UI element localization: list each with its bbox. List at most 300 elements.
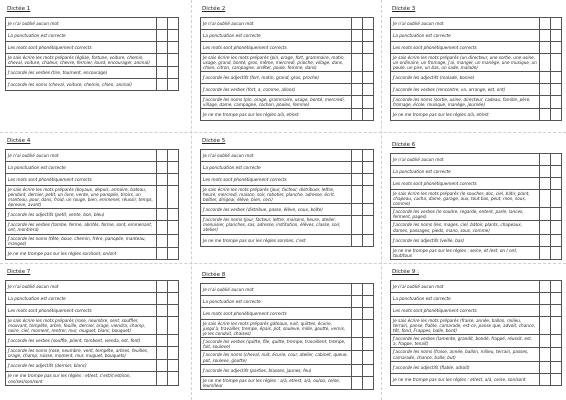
criterion-text: Je sais écrire les mots préparés (le soucher, doc, ciel, bâtir, plant, chapeau, cacha, dame, garage, aux, tout bas, peut, mon, sous, comme): [391, 190, 540, 208]
checklist-table: [200, 17, 374, 121]
separator: [381, 0, 382, 400]
checklist-row: [6, 67, 179, 79]
dictee-title: Dictée 3: [392, 6, 416, 12]
check-cell[interactable]: [352, 296, 363, 308]
check-cell[interactable]: [352, 109, 363, 121]
check-cell[interactable]: [551, 42, 562, 54]
check-cell[interactable]: [157, 247, 168, 259]
check-cell[interactable]: [168, 174, 179, 186]
criterion-text: J'accorde les adjectifs (dernier, blanc): [6, 360, 157, 372]
check-cell[interactable]: [352, 54, 363, 72]
checklist-row: [201, 109, 374, 121]
check-cell[interactable]: [551, 178, 562, 190]
checklist-row: [201, 296, 374, 308]
check-cell[interactable]: [363, 234, 374, 246]
criterion-text: J'accorde les noms (fraise, année, ballon, milieu, terrain, passes, camarade, chance, balle, but): [391, 348, 540, 361]
dictee-title: Dictée 5: [202, 138, 226, 144]
check-cell[interactable]: [540, 178, 551, 190]
checklist-row: [201, 204, 374, 216]
checklist-row: [391, 30, 562, 42]
checklist-row: [6, 247, 179, 259]
criterion-text: Je ne me trompe pas sur les règles : se/ce, et /est, on / ont, tout/tous: [391, 246, 540, 259]
criterion-text: Les mots sont phonétiquement corrects: [391, 42, 540, 54]
criterion-text: J'accorde les noms (les, mages, ciel, bâtoir, plants, chapeaux, dames, passages, pieds, mano, sous, comme): [391, 221, 540, 234]
criterion-text: La ponctuation est correcte: [6, 162, 157, 174]
criterion-text: Je ne me trompe pas sur les règles a/à, et/est: [201, 109, 352, 121]
checklist-table: [390, 280, 562, 386]
checklist-row: [201, 338, 374, 351]
check-cell[interactable]: [168, 305, 179, 317]
check-cell[interactable]: [363, 54, 374, 72]
criterion-text: Je ne me trompe pas sur les règles son/sont, on/ont: [6, 247, 157, 259]
checklist-row: [391, 246, 562, 259]
check-cell[interactable]: [168, 42, 179, 54]
check-cell[interactable]: [540, 234, 551, 246]
checklist-row: [201, 216, 374, 234]
check-cell[interactable]: [363, 364, 374, 376]
checklist-row: [6, 347, 179, 360]
criterion-text: Je n'ai oublié aucun mot: [6, 150, 157, 162]
check-cell[interactable]: [352, 186, 363, 204]
checklist-row: [6, 281, 179, 293]
check-cell[interactable]: [551, 30, 562, 42]
criterion-text: Je n'ai oublié aucun mot: [201, 150, 352, 162]
check-cell[interactable]: [352, 284, 363, 296]
check-cell[interactable]: [168, 372, 179, 385]
check-cell[interactable]: [168, 221, 179, 234]
check-cell[interactable]: [540, 305, 551, 317]
check-cell[interactable]: [352, 364, 363, 376]
dictee-block: [5, 5, 179, 91]
criterion-text: Je ne me trompe pas sur les règles : et/est, a/à, ce/se, son/sont: [391, 373, 540, 385]
criterion-text: La ponctuation est correcte: [391, 30, 540, 42]
check-cell[interactable]: [157, 67, 168, 79]
check-cell[interactable]: [157, 335, 168, 347]
check-cell[interactable]: [363, 150, 374, 162]
checklist-row: [201, 162, 374, 174]
checklist-row: [391, 348, 562, 361]
check-cell[interactable]: [168, 360, 179, 372]
check-cell[interactable]: [551, 96, 562, 109]
checklist-row: [6, 162, 179, 174]
check-cell[interactable]: [551, 317, 562, 335]
check-cell[interactable]: [551, 166, 562, 178]
criterion-text: J'accorde les verbes (rencontre, va, arrange, est, ont): [391, 84, 540, 96]
check-cell[interactable]: [551, 84, 562, 96]
check-cell[interactable]: [551, 234, 562, 246]
check-cell[interactable]: [168, 335, 179, 347]
checklist-row: [201, 54, 374, 72]
checklist-row: [201, 30, 374, 42]
checklist-row: [391, 361, 562, 373]
check-cell[interactable]: [551, 72, 562, 84]
check-cell[interactable]: [363, 96, 374, 109]
checklist-row: [391, 293, 562, 305]
checklist-row: [6, 317, 179, 335]
check-cell[interactable]: [352, 234, 363, 246]
check-cell[interactable]: [363, 338, 374, 351]
check-cell[interactable]: [540, 348, 551, 361]
checklist-row: [391, 208, 562, 221]
checklist-row: [6, 360, 179, 372]
criterion-text: J'accorde les verbes (lamente, grandit, bondé, frappé, réussit, est, a, frappe, tenait): [391, 335, 540, 348]
check-cell[interactable]: [551, 221, 562, 234]
check-cell[interactable]: [157, 209, 168, 221]
criterion-text: La ponctuation est correcte: [391, 166, 540, 178]
criterion-text: Je ne me trompe pas sur les règles a/à, et/est: [391, 109, 540, 121]
check-cell[interactable]: [363, 42, 374, 54]
check-cell[interactable]: [540, 361, 551, 373]
check-cell[interactable]: [168, 54, 179, 67]
check-cell[interactable]: [363, 351, 374, 364]
criterion-text: J'accorde les verbes (distribue, passe, élève, voux, boîte): [201, 204, 352, 216]
criterion-text: Je ne me trompe pas sur les règles son/ses, c'est: [201, 234, 352, 246]
checklist-row: [201, 284, 374, 296]
check-cell[interactable]: [352, 308, 363, 320]
check-cell[interactable]: [352, 18, 363, 30]
check-cell[interactable]: [551, 154, 562, 166]
checklist-table: [390, 17, 562, 121]
check-cell[interactable]: [352, 320, 363, 338]
check-cell[interactable]: [157, 360, 168, 372]
dictee-block: [5, 268, 179, 386]
checklist-row: [391, 109, 562, 121]
checklist-row: [6, 18, 179, 30]
checklist-row: [201, 364, 374, 376]
check-cell[interactable]: [157, 186, 168, 209]
criterion-text: Les mots sont phonétiquement corrects: [201, 174, 352, 186]
checklist-row: [6, 186, 179, 209]
check-cell[interactable]: [363, 186, 374, 204]
check-cell[interactable]: [540, 317, 551, 335]
check-cell[interactable]: [157, 372, 168, 385]
check-cell[interactable]: [168, 247, 179, 259]
criterion-text: J'accorde les noms (tête, boue, chemin, frère, panoplie, manteau, mangez): [6, 234, 157, 247]
criterion-text: J'accorde les verbes (tombe, ferme, abrités, forme, sont, emmenant, ont, montrera): [6, 221, 157, 234]
check-cell[interactable]: [168, 317, 179, 335]
criterion-text: Je n'ai oublié aucun mot: [391, 18, 540, 30]
check-cell[interactable]: [363, 174, 374, 186]
checklist-row: [391, 178, 562, 190]
check-cell[interactable]: [168, 281, 179, 293]
check-cell[interactable]: [551, 190, 562, 208]
check-cell[interactable]: [157, 317, 168, 335]
checklist-table: [200, 149, 374, 247]
checklist-row: [201, 186, 374, 204]
dictee-block: [390, 268, 562, 386]
checklist-row: [6, 30, 179, 42]
separator: [191, 0, 192, 400]
check-cell[interactable]: [363, 109, 374, 121]
checklist-row: [391, 72, 562, 84]
criterion-text: Les mots sont phonétiquement corrects: [201, 42, 352, 54]
criterion-text: J'accorde les noms (rose, neumbre, vent, tempête, arbres, feuilles, orage, champ, ruisse, moment, mur, muguet, bouquets): [6, 347, 157, 360]
check-cell[interactable]: [352, 204, 363, 216]
check-cell[interactable]: [352, 174, 363, 186]
checklist-row: [6, 221, 179, 234]
criterion-text: J'accorde les noms (sortie, usine, directeur, cadeau, famille, père, fromage, école, musique, manège, journée): [391, 96, 540, 109]
dictee-title: Dictée 7: [7, 269, 31, 275]
criterion-text: J'accorde les adjectifs (petit, vente, bon, bleu): [6, 209, 157, 221]
check-cell[interactable]: [363, 30, 374, 42]
check-cell[interactable]: [352, 42, 363, 54]
checklist-row: [391, 84, 562, 96]
check-cell[interactable]: [352, 338, 363, 351]
criterion-text: Je n'ai oublié aucun mot: [201, 284, 352, 296]
checklist-row: [391, 190, 562, 208]
checklist-row: [201, 351, 374, 364]
check-cell[interactable]: [352, 216, 363, 234]
checklist-row: [201, 320, 374, 338]
criterion-text: J'accorde les noms (jour, facteur, lettre, maisons, heure, atelier, menuisier, planches, sas, adresse, institution, élèves, classe, soir, atelier): [201, 216, 352, 234]
check-cell[interactable]: [540, 42, 551, 54]
dictee-block: [200, 5, 374, 121]
criterion-text: J'accorde les noms (cheval, voiture, chemin, chien, animal): [6, 79, 157, 91]
criterion-text: Je ne me trompe pas sur les règles : et/est, c'est/s'est/son, ces/ses/son/sont: [6, 372, 157, 385]
dictee-title: Dictée 4: [7, 138, 31, 144]
checklist-row: [201, 234, 374, 246]
check-cell[interactable]: [540, 208, 551, 221]
check-cell[interactable]: [157, 18, 168, 30]
checklist-row: [391, 18, 562, 30]
check-cell[interactable]: [352, 72, 363, 84]
check-cell[interactable]: [352, 96, 363, 109]
check-cell[interactable]: [363, 72, 374, 84]
criterion-text: Je sais écrire les mots préparés (jour, facteur, distribuer, lettre, heure, mercredi, maison, soir, robotier, planche, adresse, écrit, boîtier, dirigeai, élève, bien, ceci): [201, 186, 352, 204]
criterion-text: Je n'ai oublié aucun mot: [391, 281, 540, 293]
check-cell[interactable]: [540, 54, 551, 72]
criterion-text: La ponctuation est correcte: [391, 293, 540, 305]
criterion-text: Je sais écrire les mots préparés (boyaux, depuis, armoire, bateau, pendant, dernier, petit, un livre, vente, une panoplie, tiroirs, un manteau, pour, dans, froid, un rouge, bien, emmener, réussir, temps, épreuve, avant): [6, 186, 157, 209]
check-cell[interactable]: [352, 376, 363, 389]
checklist-table: [5, 149, 179, 260]
check-cell[interactable]: [157, 30, 168, 42]
check-cell[interactable]: [157, 79, 168, 91]
check-cell[interactable]: [363, 84, 374, 96]
criterion-text: J'accorde les adjectifs (parties, blasses, jaunes, feu): [201, 364, 352, 376]
criterion-text: Les mots sont phonétiquement corrects: [391, 178, 540, 190]
criterion-text: Je ne me trompe pas sur les règles : a/à, et/est, a/à, ou/où, ce/se, leurs/leur: [201, 376, 352, 389]
check-cell[interactable]: [540, 166, 551, 178]
check-cell[interactable]: [551, 361, 562, 373]
criterion-text: Les mots sont phonétiquement corrects: [6, 174, 157, 186]
check-cell[interactable]: [540, 84, 551, 96]
check-cell[interactable]: [551, 335, 562, 348]
checklist-row: [391, 166, 562, 178]
check-cell[interactable]: [157, 162, 168, 174]
check-cell[interactable]: [157, 234, 168, 247]
check-cell[interactable]: [157, 221, 168, 234]
separator: [0, 263, 566, 264]
checklist-table: [5, 280, 179, 386]
check-cell[interactable]: [551, 109, 562, 121]
criterion-text: Je n'ai oublié aucun mot: [6, 18, 157, 30]
check-cell[interactable]: [540, 18, 551, 30]
check-cell[interactable]: [363, 296, 374, 308]
check-cell[interactable]: [157, 42, 168, 54]
check-cell[interactable]: [540, 30, 551, 42]
criterion-text: Les mots sont phonétiquement corrects: [391, 305, 540, 317]
check-cell[interactable]: [363, 308, 374, 320]
check-cell[interactable]: [540, 246, 551, 259]
checklist-row: [201, 308, 374, 320]
check-cell[interactable]: [551, 293, 562, 305]
dictee-block: [5, 137, 179, 260]
checklist-row: [391, 317, 562, 335]
check-cell[interactable]: [168, 347, 179, 360]
check-cell[interactable]: [551, 348, 562, 361]
checklist-row: [6, 209, 179, 221]
check-cell[interactable]: [540, 109, 551, 121]
criterion-text: J'accorde les verbes (tire, tournent, encourage): [6, 67, 157, 79]
checklist-row: [6, 372, 179, 385]
check-cell[interactable]: [157, 150, 168, 162]
check-cell[interactable]: [157, 174, 168, 186]
dictee-block: [390, 5, 562, 121]
checklist-row: [201, 18, 374, 30]
checklist-row: [201, 72, 374, 84]
criterion-text: Je sais écrire les mots préparés (un directeur, une sortie, une usine, un ordinaire, un fromage, j'ai, manger, un manège, une musique, un poule, un pire, un bas, un sade, malade): [391, 54, 540, 72]
criterion-text: La ponctuation est correcte: [201, 30, 352, 42]
criterion-text: Je n'ai oublié aucun mot: [391, 154, 540, 166]
criterion-text: J'accorde les verbes (souffle, plient, tombent, vienda, est, font): [6, 335, 157, 347]
dictee-block: [200, 137, 374, 247]
checklist-row: [6, 42, 179, 54]
criterion-text: Je sais écrire les mots préparés (église, fortune, voiture, chemin, cheval, voiture, chaleur, chevre, fermier, lourd, encourager, animal): [6, 54, 157, 67]
criterion-text: Je sais écrire les mots préparés (fraise, année, ballon, milieu, terrain, panse, fiable, camarade, est-ce, panse que, advoit, chance, tôt, fond, Frappes, balle, bord): [391, 317, 540, 335]
checklist-row: [6, 335, 179, 347]
check-cell[interactable]: [363, 320, 374, 338]
dictee-block: [390, 141, 562, 260]
checklist-row: [391, 234, 562, 246]
criterion-text: J'accorde les verbes (quitte, file, quitte, trempe, travaillent, trempe, fait, souleve): [201, 338, 352, 351]
checklist-row: [6, 305, 179, 317]
check-cell[interactable]: [551, 373, 562, 385]
checklist-row: [201, 150, 374, 162]
criterion-text: Les mots sont phonétiquement corrects: [6, 42, 157, 54]
check-cell[interactable]: [540, 373, 551, 385]
check-cell[interactable]: [157, 347, 168, 360]
check-cell[interactable]: [352, 150, 363, 162]
checklist-row: [6, 174, 179, 186]
check-cell[interactable]: [168, 293, 179, 305]
check-cell[interactable]: [168, 67, 179, 79]
criterion-text: J'accorde les noms (pin, orage, grammaire, usage, bonté, mercredi, village, dame, campagne, cochon, poules, femme): [201, 96, 352, 109]
checklist-table: [390, 153, 562, 260]
criterion-text: La ponctuation est correcte: [6, 30, 157, 42]
checklist-row: [391, 96, 562, 109]
checklist-table: [5, 17, 179, 91]
check-cell[interactable]: [551, 246, 562, 259]
check-cell[interactable]: [540, 281, 551, 293]
criterion-text: Je sais écrire les mots préparés (pin, orage, fort, grammaire, matin, usage, grand, bonté, gros, même, mercredi, prioche, village, dans, chien, citron, campagne, arrêter, poule, femme, dans): [201, 54, 352, 72]
check-cell[interactable]: [168, 150, 179, 162]
checklist-row: [391, 42, 562, 54]
checklist-row: [6, 234, 179, 247]
criterion-text: Les mots sont phonétiquement corrects: [6, 305, 157, 317]
criterion-text: J'accorde les verbes (le soudre, regarde, entent, parle, lances, ferment, pages): [391, 208, 540, 221]
check-cell[interactable]: [352, 30, 363, 42]
check-cell[interactable]: [157, 293, 168, 305]
criterion-text: J'accorde les verbes (fort, a, comme, allons): [201, 84, 352, 96]
criterion-text: Les mots sont phonétiquement corrects: [201, 308, 352, 320]
criterion-text: J'accorde les adjectifs (veille, bas): [391, 234, 540, 246]
check-cell[interactable]: [168, 234, 179, 247]
dictee-title: Dictée 2: [202, 6, 226, 12]
dictee-title: Dictée 6: [392, 142, 416, 148]
check-cell[interactable]: [352, 84, 363, 96]
check-cell[interactable]: [168, 209, 179, 221]
check-cell[interactable]: [551, 208, 562, 221]
checklist-row: [6, 150, 179, 162]
checklist-row: [6, 54, 179, 67]
criterion-text: J'accorde les adjectifs (fiable, adroit): [391, 361, 540, 373]
check-cell[interactable]: [363, 216, 374, 234]
separator: [0, 132, 566, 133]
check-cell[interactable]: [363, 376, 374, 389]
check-cell[interactable]: [363, 204, 374, 216]
check-cell[interactable]: [363, 284, 374, 296]
check-cell[interactable]: [168, 186, 179, 209]
check-cell[interactable]: [363, 162, 374, 174]
check-cell[interactable]: [168, 162, 179, 174]
check-cell[interactable]: [157, 281, 168, 293]
check-cell[interactable]: [363, 18, 374, 30]
checklist-row: [201, 376, 374, 389]
check-cell[interactable]: [551, 54, 562, 72]
checklist-row: [6, 293, 179, 305]
check-cell[interactable]: [540, 293, 551, 305]
check-cell[interactable]: [168, 30, 179, 42]
criterion-text: Je sais écrire les mots préparés gâteaux, nuit, quittes, écurie, jusqu'à, travailler, trempe, épais, pot, souleve, mille, goutte, vernis, je les conduit, chaises): [201, 320, 352, 338]
check-cell[interactable]: [540, 96, 551, 109]
criterion-text: J'accorde les noms (cheval, nuit, écurie, cour, atelier, cabinet, queue, pot, souleve, goutte): [201, 351, 352, 364]
check-cell[interactable]: [540, 154, 551, 166]
check-cell[interactable]: [540, 72, 551, 84]
checklist-row: [201, 84, 374, 96]
check-cell[interactable]: [551, 18, 562, 30]
dictee-title: Dictée 8: [202, 272, 226, 278]
check-cell[interactable]: [168, 79, 179, 91]
checklist-row: [6, 79, 179, 91]
checklist-row: [391, 281, 562, 293]
checklist-row: [391, 154, 562, 166]
check-cell[interactable]: [157, 305, 168, 317]
criterion-text: La ponctuation est correcte: [6, 293, 157, 305]
criterion-text: La ponctuation est correcte: [201, 296, 352, 308]
checklist-row: [201, 174, 374, 186]
checklist-row: [391, 221, 562, 234]
dictee-title: Dictée 1: [7, 6, 31, 12]
dictee-block: [200, 271, 374, 390]
dictee-title: Dictée 9 :: [392, 269, 420, 275]
checklist-row: [391, 335, 562, 348]
checklist-row: [391, 305, 562, 317]
check-cell[interactable]: [352, 351, 363, 364]
check-cell[interactable]: [551, 305, 562, 317]
checklist-row: [201, 96, 374, 109]
check-cell[interactable]: [540, 221, 551, 234]
check-cell[interactable]: [540, 335, 551, 348]
criterion-text: J'accorde les adjectifs (malade, bonne): [391, 72, 540, 84]
check-cell[interactable]: [540, 190, 551, 208]
check-cell[interactable]: [352, 162, 363, 174]
check-cell[interactable]: [551, 281, 562, 293]
check-cell[interactable]: [157, 54, 168, 67]
check-cell[interactable]: [168, 18, 179, 30]
checklist-table: [200, 283, 374, 390]
criterion-text: J'accorde les adjectifs (fort, matin, grand, gros, proche): [201, 72, 352, 84]
